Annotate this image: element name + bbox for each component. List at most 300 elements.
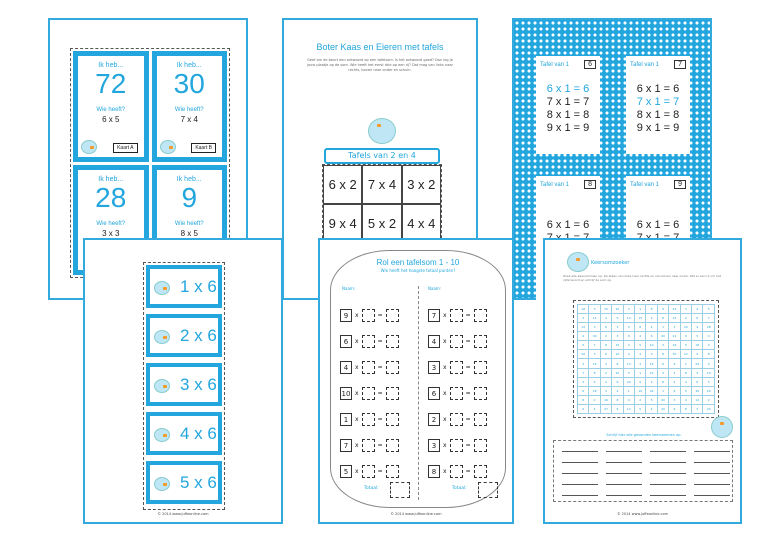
panel-number: 8 (584, 180, 596, 189)
grid-cell: 9 (680, 332, 691, 341)
grid-cell: 5 (623, 368, 634, 377)
equals-sign: = (465, 311, 471, 319)
grid-cell: 8 (703, 350, 715, 359)
answer-line (562, 495, 598, 496)
answer-line (606, 451, 642, 452)
dice-row (340, 386, 399, 400)
grid-cell: 5 (703, 377, 715, 386)
grid-cell: 5 x 2 (362, 204, 401, 243)
equation: 8 x 1 = 8 (636, 109, 680, 121)
grid-cell: 6 (669, 404, 680, 413)
card-question: 6 x 5 (102, 115, 120, 124)
sum-text: 5 x 6 (180, 473, 217, 492)
answer-box[interactable] (386, 335, 399, 348)
lines-title: Schrijf hier alle gevonden keersommen op. (606, 433, 682, 437)
card-number: 72 (95, 68, 127, 99)
card-ik-heb: Ik heb... (98, 62, 124, 69)
grid-cell: 6 (669, 386, 680, 395)
equals-sign: = (465, 415, 471, 423)
answer-box[interactable] (386, 309, 399, 322)
grid-cell: 8 (680, 368, 691, 377)
grid-cell: 16 (669, 341, 680, 350)
grid-cell: 5 (635, 404, 646, 413)
panel-head: Tafel van 1 (540, 61, 570, 68)
dice-number: 7 (340, 439, 352, 452)
grid-cell: 3 (612, 332, 623, 341)
answer-line (650, 473, 686, 474)
grid-cell: 20 (623, 377, 634, 386)
card-question: 7 x 4 (180, 115, 198, 124)
grid-cell: 8 (623, 332, 634, 341)
sum-card (146, 265, 222, 308)
grid-cell: 12 (692, 395, 703, 404)
card-question: 3 x 3 (102, 228, 120, 238)
equals-sign: = (377, 337, 383, 345)
grid-cell: 30 (692, 386, 703, 395)
bird-icon (154, 281, 170, 295)
answer-box[interactable] (474, 335, 487, 348)
grid-cell: 30 (669, 350, 680, 359)
equation: 9 x 1 = 9 (636, 122, 680, 134)
grid-cell: 6 (692, 314, 703, 323)
times-sign: x (443, 415, 447, 423)
grid-cell: 3 x 2 (402, 165, 441, 204)
answer-line (562, 451, 598, 452)
footer: © 2014 www.juffeonline.com (157, 512, 209, 516)
grid-cell: 4 (635, 350, 646, 359)
grid-cell: 28 (703, 323, 715, 332)
grid-cell: 4 (692, 350, 703, 359)
grid-cell: 4 (692, 323, 703, 332)
grid-cell: 5 (635, 341, 646, 350)
answer-box[interactable] (450, 387, 463, 400)
grid-cell: 5 (703, 305, 715, 314)
grid-cell: 5 (680, 341, 691, 350)
grid-cell: 6 (612, 377, 623, 386)
sheet-title: Boter Kaas en Eieren met tafels (316, 42, 444, 52)
dice-row (428, 386, 487, 400)
footer: © 2014 www.juffeonline.com (390, 512, 442, 516)
grid-cell: 10 (635, 386, 646, 395)
answer-box[interactable] (450, 439, 463, 452)
card-ik-heb: Ik heb... (98, 175, 124, 183)
grid-cell: 9 (578, 404, 589, 413)
answer-line (694, 462, 730, 463)
grid-cell: 1 (635, 368, 646, 377)
dice-number: 3 (428, 439, 440, 452)
grid-cell: 8 (680, 404, 691, 413)
card-question: 8 x 5 (180, 228, 198, 238)
grid-cell: 5 (680, 386, 691, 395)
dice-row (428, 334, 487, 348)
answer-box[interactable] (474, 309, 487, 322)
dice-number: 4 (340, 361, 352, 374)
grid-cell: 6 (578, 386, 589, 395)
answer-box[interactable] (450, 413, 463, 426)
grid-cell: 3 (692, 404, 703, 413)
grid-cell: 2 (680, 314, 691, 323)
grid-cell: 4 (635, 332, 646, 341)
grid-cell: 4 (578, 332, 589, 341)
grid-cell: 8 (635, 323, 646, 332)
grid-cell: 2 (680, 359, 691, 368)
grid-cell: 3 (680, 305, 691, 314)
card-wie-heeft: Wie heeft? (174, 220, 204, 227)
grid-cell: 24 (703, 404, 715, 413)
answer-box[interactable] (386, 465, 399, 478)
answer-box[interactable] (362, 335, 375, 348)
equation: 6 x 1 = 6 (546, 219, 590, 231)
times-sign: x (443, 389, 447, 397)
grid-cell: 2 (623, 305, 634, 314)
grid-cell: 4 (623, 350, 634, 359)
equals-sign: = (465, 467, 471, 475)
answer-box[interactable] (450, 309, 463, 322)
grid-cell: 7 (578, 368, 589, 377)
grid-cell: 3 (646, 350, 657, 359)
equals-sign: = (377, 389, 383, 397)
grid-cell: 12 (669, 332, 680, 341)
grid-cell: 2 (646, 314, 657, 323)
grid-cell: 1 (657, 386, 668, 395)
grid-cell: 15 (600, 305, 611, 314)
grid-cell: 5 (612, 314, 623, 323)
dice-row (340, 464, 399, 478)
answer-box[interactable] (474, 387, 487, 400)
times-sign: x (355, 389, 359, 397)
grid-cell: 27 (600, 404, 611, 413)
grid-cell: 40 (657, 332, 668, 341)
game-card (73, 51, 149, 162)
dice-row (340, 360, 399, 374)
grid-cell: 4 (680, 377, 691, 386)
grid-cell: 16 (589, 359, 600, 368)
equals-sign: = (377, 441, 383, 449)
sommen-kaarten-sheet (83, 238, 283, 524)
answer-box[interactable] (362, 387, 375, 400)
answer-box[interactable] (362, 413, 375, 426)
equation: 7 x 1 = 7 (636, 96, 680, 108)
totaal-box (390, 482, 410, 498)
dice-row (340, 308, 399, 322)
card-ik-heb: Ik heb... (176, 62, 202, 69)
grid-cell: 5 (692, 332, 703, 341)
grid-cell: 9 (657, 305, 668, 314)
answer-box[interactable] (474, 465, 487, 478)
dice-number: 6 (428, 387, 440, 400)
dice-row (428, 464, 487, 478)
equals-sign: = (465, 441, 471, 449)
grid-cell: 15 (646, 359, 657, 368)
grid-cell: 6 (612, 404, 623, 413)
grid-cell: 6 (646, 332, 657, 341)
grid-cell: 2 (623, 341, 634, 350)
grid-cell: 3 (669, 323, 680, 332)
grid-cell: 6 (600, 323, 611, 332)
card-strip (143, 262, 225, 510)
answer-box[interactable] (386, 361, 399, 374)
grid-cell: 18 (692, 341, 703, 350)
answer-box[interactable] (386, 413, 399, 426)
dice-row (340, 438, 399, 452)
grid-cell: 12 (578, 323, 589, 332)
times-sign: x (443, 441, 447, 449)
answer-box[interactable] (450, 361, 463, 374)
grid-cell: 9 (623, 395, 634, 404)
dice-number: 2 (428, 413, 440, 426)
dice-number: 5 (340, 465, 352, 478)
grid-cell: 2 (600, 332, 611, 341)
grid-cell: 10 (612, 350, 623, 359)
sheet-title: Rol een tafelsom 1 - 10 (376, 258, 460, 267)
naam-label: Naam: (342, 286, 356, 291)
grid-cell: 2 (578, 359, 589, 368)
times-sign: x (355, 311, 359, 319)
grid-cell: 2 (635, 395, 646, 404)
grid-cell: 10 (646, 341, 657, 350)
dice-number: 7 (428, 309, 440, 322)
answer-line (606, 484, 642, 485)
answer-line (562, 484, 598, 485)
dice-number: 10 (340, 387, 352, 400)
sum-card (146, 314, 222, 357)
grid-cell: 1 (623, 386, 634, 395)
card-number: 30 (173, 68, 205, 99)
grid-cell: 12 (623, 404, 634, 413)
answer-box[interactable] (362, 465, 375, 478)
card-wie-heeft: Wie heeft? (96, 107, 126, 113)
times-sign: x (355, 363, 359, 371)
answer-line (694, 495, 730, 496)
grid-cell: 9 (669, 359, 680, 368)
grid-cell: 6 (692, 377, 703, 386)
grid-cell: 15 (612, 341, 623, 350)
sum-text: 4 x 6 (180, 424, 217, 443)
equation: 6 x 1 = 6 (636, 219, 680, 231)
grid-cell: 8 (600, 341, 611, 350)
rol-tafelsom-sheet (318, 238, 514, 524)
times-sign: x (443, 467, 447, 475)
grid-cell: 4 (612, 386, 623, 395)
grid-cell: 10 (612, 305, 623, 314)
grid-cell: 5 (578, 341, 589, 350)
grid-cell: 1 (657, 323, 668, 332)
sum-text: 3 x 6 (180, 375, 217, 394)
game-card (152, 51, 228, 162)
sheet-intro: Geef om de beurt een antwoord op een tafelsom. Is het antwoord goed? Dan leg je jouw plaatje op de som. Wie heeft het eerst drie op een rij? Dat mag van links naar rechts, boven naar onder en schuin. (307, 58, 453, 72)
grid-cell: 24 (692, 359, 703, 368)
word-search-grid (573, 300, 719, 418)
grid-cell: 20 (657, 404, 668, 413)
footer: © 2014 www.juffeonline.com (616, 512, 669, 516)
card-wie-heeft: Wie heeft? (96, 220, 126, 227)
grid-cell: 4 (646, 404, 657, 413)
answer-line (650, 484, 686, 485)
times-sign: x (355, 415, 359, 423)
times-sign: x (443, 337, 447, 345)
grid-cell: 12 (589, 314, 600, 323)
grid-cell: 4 (692, 305, 703, 314)
answer-line (694, 473, 730, 474)
equation: 6 x 1 = 6 (546, 83, 590, 95)
bird-icon (154, 428, 170, 442)
panel-number: 6 (584, 60, 596, 69)
equals-sign: = (465, 363, 471, 371)
grid-cell: 3 (589, 305, 600, 314)
grid-cell: 3 (589, 350, 600, 359)
card-number: 28 (95, 181, 127, 213)
bird-icon (160, 140, 176, 154)
equation: 9 x 1 = 9 (546, 122, 590, 134)
dice-row (340, 334, 399, 348)
bird-icon (154, 330, 170, 344)
dice-number: 1 (340, 413, 352, 426)
grid-cell: 2 (600, 368, 611, 377)
grid-cell: 3 (600, 386, 611, 395)
grid-cell: 2 (646, 377, 657, 386)
answer-line (650, 451, 686, 452)
answer-box[interactable] (474, 413, 487, 426)
grid-cell: 3 (635, 359, 646, 368)
answer-box[interactable] (386, 439, 399, 452)
grid-cell: 12 (623, 359, 634, 368)
answer-box[interactable] (474, 361, 487, 374)
answer-box[interactable] (450, 335, 463, 348)
grid-cell: 5 (646, 395, 657, 404)
grid-cell: 8 (657, 350, 668, 359)
answer-box[interactable] (362, 309, 375, 322)
dice-number: 8 (428, 465, 440, 478)
grid-cell: 3 (657, 341, 668, 350)
grid-cell: 4 x 4 (402, 204, 441, 243)
grid-cell: 4 (669, 368, 680, 377)
equation: 6 x 1 = 6 (636, 83, 680, 95)
answer-box[interactable] (362, 361, 375, 374)
totaal-label: Totaal: (364, 486, 379, 491)
grid-cell: 3 (589, 323, 600, 332)
equals-sign: = (465, 389, 471, 397)
dice-row (428, 438, 487, 452)
times-sign: x (355, 441, 359, 449)
grid-cell: 4 (589, 404, 600, 413)
tafel-banner: Tafels van 2 en 4 (324, 148, 440, 164)
card-label: Kaart A (113, 143, 137, 153)
answer-box[interactable] (362, 439, 375, 452)
answer-box[interactable] (386, 387, 399, 400)
grid-cell: 20 (578, 350, 589, 359)
grid-cell: 3 (669, 395, 680, 404)
grid-cell: 10 (703, 368, 715, 377)
answer-box[interactable] (474, 439, 487, 452)
card-wie-heeft: Wie heeft? (174, 107, 204, 113)
times-sign: x (355, 337, 359, 345)
sum-card (146, 412, 222, 455)
dice-row (428, 308, 487, 322)
panel-number: 9 (674, 180, 686, 189)
grid-cell: 2 (600, 377, 611, 386)
grid-cell: 20 (680, 323, 691, 332)
grid-cell: 15 (635, 314, 646, 323)
grid-cell: 3 (692, 368, 703, 377)
equation: 8 x 1 = 8 (546, 109, 590, 121)
grid-cell: 6 (657, 359, 668, 368)
answer-line (606, 473, 642, 474)
answer-line (694, 451, 730, 452)
grid-cell: 4 (600, 314, 611, 323)
card-number: 9 (181, 181, 198, 213)
grid-cell: 12 (646, 368, 657, 377)
equals-sign: = (377, 363, 383, 371)
grid-cell: 6 (600, 350, 611, 359)
dice-row (428, 412, 487, 426)
answer-box[interactable] (450, 465, 463, 478)
tafel-panel (626, 56, 690, 154)
times-sign: x (443, 363, 447, 371)
dice-row (340, 412, 399, 426)
grid-cell: 12 (680, 350, 691, 359)
dice-number: 9 (340, 309, 352, 322)
times-sign: x (355, 467, 359, 475)
grid-cell: 18 (589, 386, 600, 395)
grid-cell: 5 (623, 323, 634, 332)
grid-cell: 15 (669, 314, 680, 323)
answer-line (606, 495, 642, 496)
naam-label: Naam: (428, 286, 442, 291)
grid-cell: 8 (657, 314, 668, 323)
bird-icon (154, 379, 170, 393)
answer-line (650, 462, 686, 463)
grid-cell: 7 x 4 (362, 165, 401, 204)
grid-cell: 20 (703, 386, 715, 395)
bird-icon (567, 252, 589, 272)
equals-sign: = (465, 337, 471, 345)
answer-line (562, 473, 598, 474)
grid-cell: 9 x 4 (323, 204, 362, 243)
divider (418, 286, 419, 500)
grid-cell: 6 x 2 (323, 165, 362, 204)
grid-cell: 8 (657, 377, 668, 386)
equals-sign: = (377, 415, 383, 423)
dice-number: 4 (428, 335, 440, 348)
grid-cell: 8 (612, 359, 623, 368)
dice-number: 6 (340, 335, 352, 348)
answer-line (650, 495, 686, 496)
grid-cell: 3 (578, 377, 589, 386)
totaal-box (478, 482, 498, 498)
grid-cell: 8 (578, 395, 589, 404)
answer-line (694, 484, 730, 485)
tafel-panel (536, 56, 600, 154)
totaal-label: Totaal: (452, 486, 467, 491)
sum-text: 1 x 6 (180, 277, 217, 296)
grid-cell: 4 (589, 377, 600, 386)
bird-icon (154, 477, 170, 491)
grid-cell: 8 (612, 395, 623, 404)
times-sign: x (443, 311, 447, 319)
answer-lines (553, 433, 733, 502)
sum-card (146, 363, 222, 406)
bird-icon (81, 140, 97, 154)
grid-cell: 7 (589, 341, 600, 350)
bird-icon (368, 118, 396, 144)
grid-cell: 2 (669, 377, 680, 386)
grid-cell: 4 (646, 323, 657, 332)
panel-head: Tafel van 1 (540, 181, 570, 188)
grid-cell: 16 (600, 395, 611, 404)
grid-cell: 16 (578, 305, 589, 314)
grid-cell: 4 (703, 332, 715, 341)
card-ik-heb: Ik heb... (176, 175, 202, 183)
